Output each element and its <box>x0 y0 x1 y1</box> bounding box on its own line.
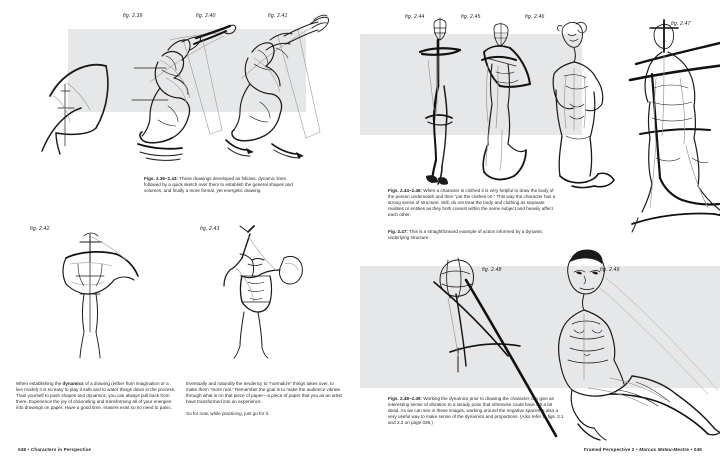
figure-label-2-46: fig. 2.46 <box>525 14 545 20</box>
caption-top-body: When a character is clothed it is very helpful to draw the body of the person underneath and then “put the clothes on.” This way the character has a strong sense of structure. Still, do not treat the body and clothing as separate realities or entities as they both coexist within the same subject and heavily affect each other. <box>388 188 556 217</box>
body-column-two <box>186 381 346 417</box>
figure-label-2-41: fig. 2.41 <box>268 13 288 19</box>
caption-body: These drawings developed as follows: dynamic lines followed by a quick sketch over them to establish the general shapes and volumes, and finally a more formal, yet energetic drawing. <box>144 176 293 193</box>
body-col1-text-a: When establishing the <box>16 381 63 386</box>
caption-mid-body: This is a straightforward example of action informed by a dynamic underlying structure. <box>388 229 543 240</box>
footer-separator-1: • <box>636 447 638 452</box>
caption-top-lead: Figs. 2.44–2.46: <box>388 188 422 193</box>
figure-label-2-44: fig. 2.44 <box>405 14 425 20</box>
body-col1-emph: dynamics <box>62 381 84 386</box>
caption-figs-2-44-2-46 <box>388 188 560 218</box>
caption-figs-2-39-2-43 <box>144 176 304 194</box>
figure-2-43-drawing <box>196 224 316 360</box>
caption-figs-2-48-2-49 <box>388 396 564 426</box>
left-folio: 048 <box>18 447 27 452</box>
figure-2-47-drawing <box>616 18 720 234</box>
figure-label-2-40: fig. 2.40 <box>196 13 216 19</box>
chapter-title: Characters in Perspective <box>30 447 92 452</box>
body-col1-text-c: of a drawing (either from imagination or a live model) it is so easy to play it safe and to water things down in the process. Train yourself to push shapes and dynamics; you can always pull back from there. Experience the joy of channeling and transforming all of your energies into drawings on paper. Have a good time, erasers exist so no need to panic. <box>16 381 176 411</box>
body-col2-paragraph-1: Eventually and naturally the tendency to “normalize” things takes over, to make them “more real.” Remember the goal is to make the audience vibrate through what is on that piece of paper—a piece of paper that you as an artist have transformed into an experience. <box>186 381 342 405</box>
caption-fig-2-47 <box>388 229 560 241</box>
right-page-footer <box>584 447 702 452</box>
body-col2-paragraph-2: So for now, while practicing, just go for it. <box>186 410 270 416</box>
right-folio: 049 <box>693 447 702 452</box>
figure-label-2-49: fig. 2.49 <box>600 267 620 273</box>
figure-label-2-43: fig. 2.43 <box>200 226 220 232</box>
figure-label-2-45: fig. 2.45 <box>461 14 481 20</box>
tone-panel-top-left <box>68 29 306 112</box>
right-page <box>360 0 720 466</box>
tone-panel-top-right <box>360 34 582 135</box>
book-author: Marcos Mateu-Mestre <box>639 447 690 452</box>
tone-panel-bottom-right <box>360 266 720 388</box>
figure-label-2-42: fig. 2.42 <box>30 226 50 232</box>
footer-separator-2: • <box>690 447 693 452</box>
caption-mid-lead: Fig. 2.47: <box>388 229 408 234</box>
caption-lead: Figs. 2.39–2.43: <box>144 176 178 181</box>
figure-label-2-47: fig. 2.47 <box>671 21 691 27</box>
figure-label-2-48: fig. 2.48 <box>482 267 502 273</box>
book-title: Framed Perspective 2 <box>584 447 635 452</box>
figure-2-42-drawing <box>54 228 150 360</box>
caption-bottom-body: Working the dynamics prior to drawing the character can give an interesting sense of vibration to a steady pose that otherwise could have felt a bit dead. As we can see in these images, working around the negative spaces is also a very useful way to make sense of the dynamics and proportions. (Also refer to figs. 2.1 and 2.2 on page 036.) <box>388 396 564 425</box>
left-page-footer <box>18 447 91 452</box>
caption-bottom-lead: Figs. 2.48–2.49: <box>388 396 422 401</box>
figure-label-2-39: fig. 2.39 <box>123 13 143 19</box>
body-column-one <box>16 381 176 411</box>
footer-separator: • <box>27 447 30 452</box>
